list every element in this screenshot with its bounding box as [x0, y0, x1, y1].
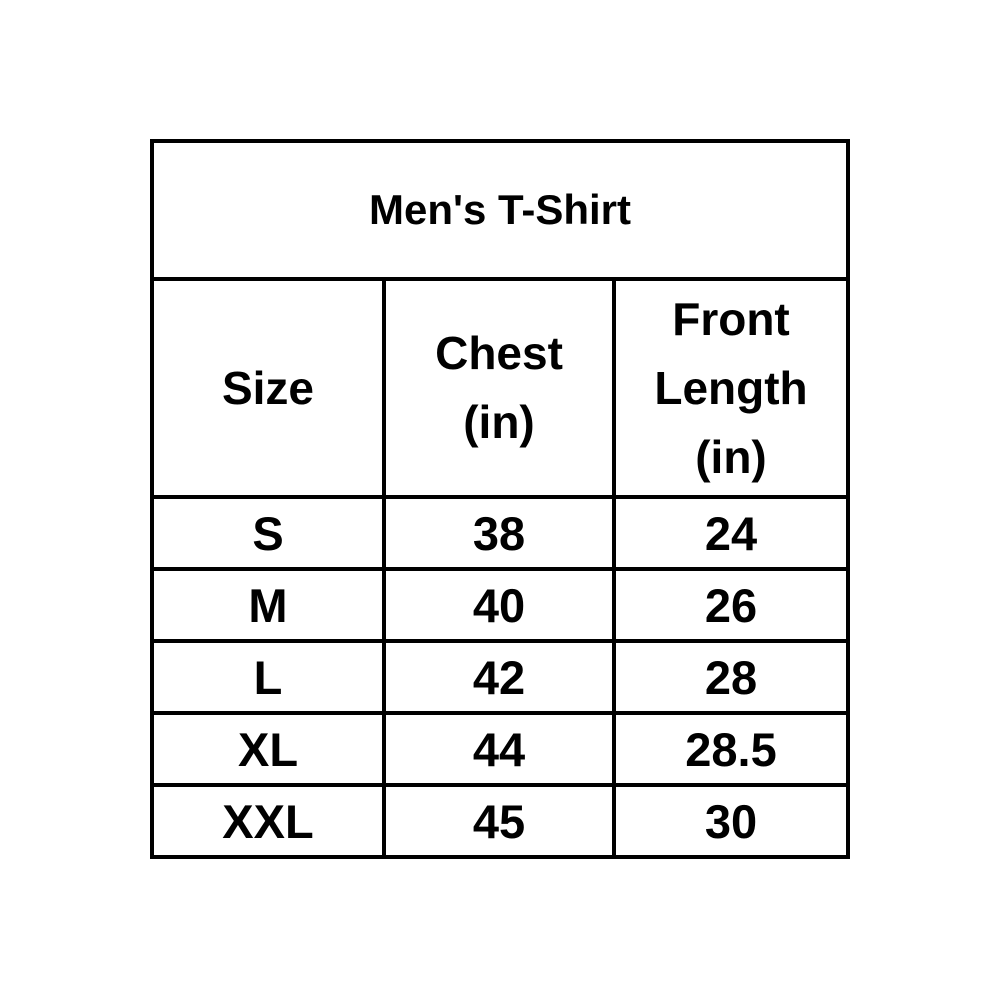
chest-cell: 40 — [384, 569, 614, 641]
size-cell: M — [152, 569, 384, 641]
size-cell: L — [152, 641, 384, 713]
table-row-s — [152, 497, 848, 569]
header-line: (in) — [695, 430, 767, 483]
column-header-chest — [384, 279, 614, 497]
size-cell: XXL — [152, 785, 384, 857]
header-line: Length — [654, 361, 808, 414]
chest-cell: 45 — [384, 785, 614, 857]
header-line: Size — [221, 361, 315, 414]
table-row-l — [152, 641, 848, 713]
table-row-xl — [152, 713, 848, 785]
table-row-xxl — [152, 785, 848, 857]
size-cell: XL — [152, 713, 384, 785]
size-chart-table — [150, 139, 850, 859]
header-line: Front — [672, 292, 790, 345]
table-row-m — [152, 569, 848, 641]
header-line: Chest — [435, 327, 563, 379]
title-row — [152, 141, 848, 279]
front-length-cell: 26 — [614, 569, 848, 641]
front-length-cell: 28.5 — [614, 713, 848, 785]
header-line: (in) — [463, 396, 535, 448]
chest-cell: 42 — [384, 641, 614, 713]
front-length-cell: 30 — [614, 785, 848, 857]
column-header-front-length — [614, 279, 848, 497]
size-cell: S — [152, 497, 384, 569]
header-row — [152, 279, 848, 497]
table-title: Men's T-Shirt — [152, 141, 848, 279]
front-length-cell: 28 — [614, 641, 848, 713]
chest-cell: 38 — [384, 497, 614, 569]
chest-cell: 44 — [384, 713, 614, 785]
front-length-cell: 24 — [614, 497, 848, 569]
column-header-size — [152, 279, 384, 497]
